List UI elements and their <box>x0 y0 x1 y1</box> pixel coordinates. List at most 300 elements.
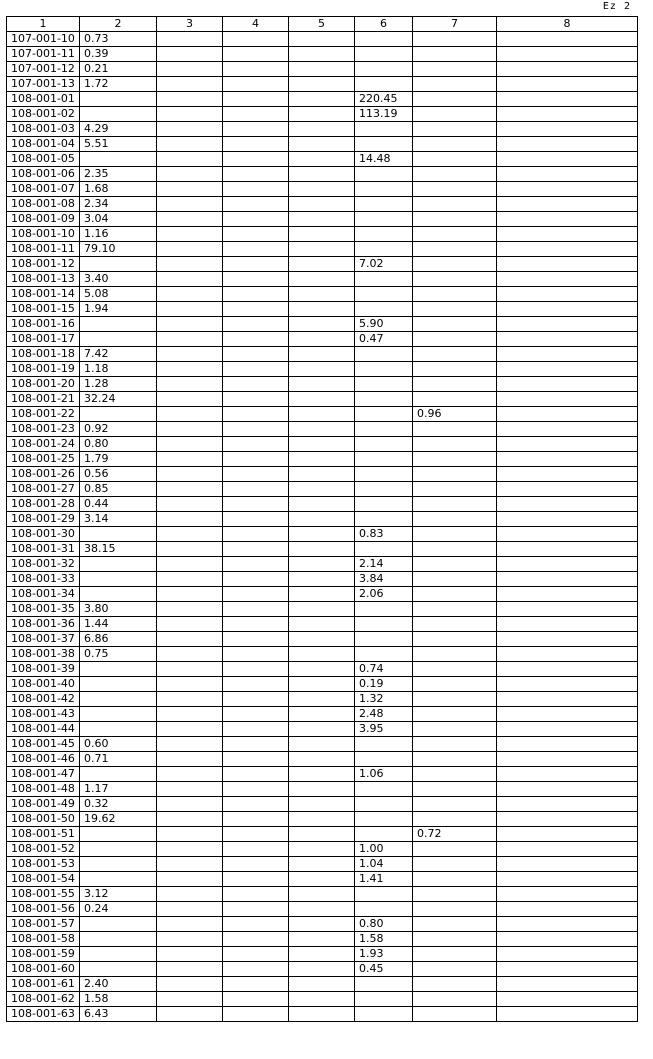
table-cell <box>223 662 289 677</box>
row-id-cell: 108-001-19 <box>7 362 80 377</box>
table-cell <box>497 467 638 482</box>
row-id-cell: 108-001-15 <box>7 302 80 317</box>
table-cell <box>157 107 223 122</box>
table-row <box>7 152 638 167</box>
table-cell <box>355 62 413 77</box>
table-cell: 32.24 <box>80 392 157 407</box>
table-cell <box>223 92 289 107</box>
row-id-cell: 108-001-42 <box>7 692 80 707</box>
table-cell <box>413 77 497 92</box>
table-row <box>7 662 638 677</box>
table-cell <box>80 257 157 272</box>
table-cell <box>157 242 223 257</box>
table-cell <box>413 962 497 977</box>
table-cell <box>289 152 355 167</box>
table-cell <box>355 287 413 302</box>
table-cell <box>223 587 289 602</box>
table-cell <box>355 347 413 362</box>
table-cell <box>223 812 289 827</box>
row-id-cell: 107-001-11 <box>7 47 80 62</box>
table-cell <box>289 47 355 62</box>
table-row <box>7 197 638 212</box>
table-row <box>7 977 638 992</box>
table-cell <box>497 722 638 737</box>
table-cell: 5.08 <box>80 287 157 302</box>
table-cell <box>157 152 223 167</box>
table-cell: 0.92 <box>80 422 157 437</box>
table-cell <box>413 122 497 137</box>
table-cell <box>289 62 355 77</box>
table-cell <box>289 392 355 407</box>
table-cell <box>413 452 497 467</box>
row-id-cell: 108-001-12 <box>7 257 80 272</box>
row-id-cell: 107-001-10 <box>7 32 80 47</box>
table-cell: 38.15 <box>80 542 157 557</box>
table-cell <box>289 212 355 227</box>
table-cell <box>497 947 638 962</box>
table-cell <box>80 857 157 872</box>
table-cell <box>413 857 497 872</box>
table-row <box>7 677 638 692</box>
row-id-cell: 108-001-53 <box>7 857 80 872</box>
table-cell: 0.83 <box>355 527 413 542</box>
table-cell <box>223 842 289 857</box>
table-cell <box>497 152 638 167</box>
table-cell <box>289 302 355 317</box>
table-cell <box>289 197 355 212</box>
table-cell <box>157 92 223 107</box>
row-id-cell: 108-001-56 <box>7 902 80 917</box>
table-cell: 0.71 <box>80 752 157 767</box>
table-cell <box>497 917 638 932</box>
table-cell <box>497 527 638 542</box>
table-cell <box>80 872 157 887</box>
table-cell <box>157 512 223 527</box>
table-row <box>7 482 638 497</box>
table-cell <box>157 62 223 77</box>
row-id-cell: 108-001-28 <box>7 497 80 512</box>
table-cell <box>223 677 289 692</box>
table-cell: 2.35 <box>80 167 157 182</box>
table-cell <box>157 347 223 362</box>
table-cell <box>289 452 355 467</box>
table-cell <box>355 632 413 647</box>
table-cell <box>157 617 223 632</box>
table-cell <box>157 452 223 467</box>
table-cell: 2.34 <box>80 197 157 212</box>
table-cell <box>223 797 289 812</box>
table-cell <box>157 212 223 227</box>
table-row <box>7 62 638 77</box>
table-cell <box>223 287 289 302</box>
table-cell <box>355 272 413 287</box>
row-id-cell: 108-001-59 <box>7 947 80 962</box>
table-cell: 0.47 <box>355 332 413 347</box>
table-cell <box>223 107 289 122</box>
row-id-cell: 108-001-07 <box>7 182 80 197</box>
table-cell <box>413 272 497 287</box>
table-cell <box>157 992 223 1007</box>
table-row <box>7 557 638 572</box>
table-cell <box>157 527 223 542</box>
table-cell <box>497 62 638 77</box>
table-cell <box>355 137 413 152</box>
table-cell: 0.24 <box>80 902 157 917</box>
table-cell: 1.41 <box>355 872 413 887</box>
table-cell <box>289 722 355 737</box>
table-cell <box>289 782 355 797</box>
table-cell <box>497 227 638 242</box>
row-id-cell: 108-001-13 <box>7 272 80 287</box>
table-cell <box>80 662 157 677</box>
table-cell <box>289 467 355 482</box>
table-cell <box>355 827 413 842</box>
table-cell <box>223 857 289 872</box>
table-row <box>7 632 638 647</box>
table-cell <box>157 977 223 992</box>
table-cell <box>497 572 638 587</box>
table-cell <box>157 167 223 182</box>
table-cell <box>223 32 289 47</box>
row-id-cell: 108-001-45 <box>7 737 80 752</box>
row-id-cell: 108-001-02 <box>7 107 80 122</box>
table-cell <box>289 902 355 917</box>
table-row <box>7 947 638 962</box>
row-id-cell: 108-001-33 <box>7 572 80 587</box>
table-cell <box>289 32 355 47</box>
table-cell <box>289 137 355 152</box>
table-cell <box>223 362 289 377</box>
table-cell <box>289 557 355 572</box>
table-cell <box>413 512 497 527</box>
table-cell <box>157 857 223 872</box>
table-cell <box>413 152 497 167</box>
table-cell <box>289 257 355 272</box>
table-cell <box>497 137 638 152</box>
table-cell <box>157 377 223 392</box>
table-cell <box>157 707 223 722</box>
table-cell <box>223 482 289 497</box>
table-cell <box>413 572 497 587</box>
table-row <box>7 47 638 62</box>
table-cell <box>157 467 223 482</box>
table-cell: 1.58 <box>355 932 413 947</box>
table-cell <box>289 827 355 842</box>
table-cell <box>157 32 223 47</box>
table-cell <box>223 167 289 182</box>
table-cell <box>355 617 413 632</box>
row-id-cell: 108-001-23 <box>7 422 80 437</box>
table-cell <box>157 332 223 347</box>
table-cell <box>223 257 289 272</box>
table-cell <box>223 617 289 632</box>
table-cell <box>497 872 638 887</box>
table-cell <box>497 242 638 257</box>
table-cell <box>355 647 413 662</box>
row-id-cell: 108-001-58 <box>7 932 80 947</box>
table-cell <box>497 1007 638 1022</box>
row-id-cell: 108-001-22 <box>7 407 80 422</box>
table-cell <box>157 122 223 137</box>
table-cell: 5.90 <box>355 317 413 332</box>
row-id-cell: 108-001-24 <box>7 437 80 452</box>
table-cell: 0.72 <box>413 827 497 842</box>
table-row <box>7 767 638 782</box>
table-cell <box>80 707 157 722</box>
table-cell <box>223 647 289 662</box>
row-id-cell: 108-001-54 <box>7 872 80 887</box>
table-cell <box>497 827 638 842</box>
row-id-cell: 108-001-29 <box>7 512 80 527</box>
table-cell <box>413 677 497 692</box>
table-cell <box>157 407 223 422</box>
table-cell: 0.19 <box>355 677 413 692</box>
table-cell <box>157 932 223 947</box>
table-cell <box>413 212 497 227</box>
table-cell <box>80 692 157 707</box>
table-row <box>7 572 638 587</box>
table-cell <box>80 722 157 737</box>
table-cell <box>413 632 497 647</box>
table-cell: 0.60 <box>80 737 157 752</box>
table-cell <box>413 662 497 677</box>
table-cell <box>497 302 638 317</box>
table-cell <box>157 962 223 977</box>
table-cell <box>289 662 355 677</box>
table-cell: 0.96 <box>413 407 497 422</box>
table-cell <box>289 917 355 932</box>
table-cell <box>497 107 638 122</box>
table-cell <box>497 962 638 977</box>
table-cell <box>355 482 413 497</box>
table-cell <box>413 932 497 947</box>
table-cell <box>223 122 289 137</box>
table-cell <box>497 422 638 437</box>
table-row <box>7 302 638 317</box>
table-cell <box>157 692 223 707</box>
table-cell <box>157 947 223 962</box>
table-cell: 3.95 <box>355 722 413 737</box>
table-row <box>7 887 638 902</box>
table-cell <box>223 737 289 752</box>
table-cell <box>223 887 289 902</box>
page-label: Ez 2 <box>602 1 631 12</box>
table-row <box>7 992 638 1007</box>
table-cell <box>355 1007 413 1022</box>
table-cell: 2.40 <box>80 977 157 992</box>
table-row <box>7 722 638 737</box>
table-cell <box>413 497 497 512</box>
table-row <box>7 287 638 302</box>
table-row <box>7 617 638 632</box>
table-cell <box>355 167 413 182</box>
row-id-cell: 108-001-10 <box>7 227 80 242</box>
table-cell <box>497 317 638 332</box>
table-cell <box>497 797 638 812</box>
table-cell <box>157 797 223 812</box>
table-cell <box>355 602 413 617</box>
table-row <box>7 797 638 812</box>
table-row <box>7 227 638 242</box>
table-cell <box>289 812 355 827</box>
table-cell <box>413 872 497 887</box>
table-cell <box>289 857 355 872</box>
table-cell <box>157 437 223 452</box>
table-cell <box>355 437 413 452</box>
table-cell <box>223 227 289 242</box>
table-row <box>7 317 638 332</box>
table-cell <box>355 407 413 422</box>
row-id-cell: 108-001-57 <box>7 917 80 932</box>
table-cell: 3.14 <box>80 512 157 527</box>
table-cell <box>289 647 355 662</box>
table-cell <box>289 527 355 542</box>
table-cell <box>289 767 355 782</box>
table-cell <box>289 842 355 857</box>
table-cell <box>497 632 638 647</box>
table-cell <box>223 1007 289 1022</box>
table-cell <box>413 437 497 452</box>
table-cell <box>497 767 638 782</box>
table-cell <box>223 242 289 257</box>
table-cell <box>289 992 355 1007</box>
table-row <box>7 272 638 287</box>
table-cell <box>223 347 289 362</box>
table-row <box>7 332 638 347</box>
table-cell: 1.79 <box>80 452 157 467</box>
table-cell <box>497 482 638 497</box>
table-cell <box>80 92 157 107</box>
row-id-cell: 108-001-18 <box>7 347 80 362</box>
table-cell <box>223 707 289 722</box>
table-cell <box>355 242 413 257</box>
table-cell <box>223 632 289 647</box>
table-cell: 7.42 <box>80 347 157 362</box>
table-cell <box>223 437 289 452</box>
table-cell <box>355 32 413 47</box>
row-id-cell: 108-001-31 <box>7 542 80 557</box>
table-cell <box>413 797 497 812</box>
table-cell <box>223 422 289 437</box>
table-cell: 0.73 <box>80 32 157 47</box>
table-cell <box>157 197 223 212</box>
table-row <box>7 707 638 722</box>
table-cell <box>355 452 413 467</box>
table-cell <box>413 377 497 392</box>
table-row <box>7 212 638 227</box>
table-cell <box>157 497 223 512</box>
table-row <box>7 437 638 452</box>
table-cell <box>223 752 289 767</box>
table-cell <box>289 107 355 122</box>
table-cell <box>413 167 497 182</box>
table-cell <box>223 62 289 77</box>
table-row <box>7 857 638 872</box>
table-cell: 0.39 <box>80 47 157 62</box>
table-cell <box>289 242 355 257</box>
row-id-cell: 108-001-62 <box>7 992 80 1007</box>
column-header-4: 4 <box>223 17 289 32</box>
table-cell <box>80 557 157 572</box>
table-cell <box>223 542 289 557</box>
table-cell <box>157 722 223 737</box>
table-cell <box>497 272 638 287</box>
table-row <box>7 257 638 272</box>
row-id-cell: 108-001-36 <box>7 617 80 632</box>
table-cell <box>289 632 355 647</box>
table-cell: 3.84 <box>355 572 413 587</box>
table-cell <box>497 662 638 677</box>
table-cell <box>355 47 413 62</box>
row-id-cell: 108-001-01 <box>7 92 80 107</box>
table-cell <box>223 992 289 1007</box>
column-header-1: 1 <box>7 17 80 32</box>
row-id-cell: 108-001-48 <box>7 782 80 797</box>
table-row <box>7 902 638 917</box>
table-cell <box>289 422 355 437</box>
table-cell <box>413 707 497 722</box>
table-cell <box>157 782 223 797</box>
table-row <box>7 182 638 197</box>
table-cell <box>289 77 355 92</box>
table-cell <box>223 377 289 392</box>
table-cell <box>413 197 497 212</box>
table-cell <box>223 137 289 152</box>
table-cell <box>157 602 223 617</box>
table-cell <box>355 902 413 917</box>
table-row <box>7 422 638 437</box>
table-cell <box>497 992 638 1007</box>
row-id-cell: 107-001-12 <box>7 62 80 77</box>
table-cell <box>157 827 223 842</box>
table-cell: 0.75 <box>80 647 157 662</box>
table-cell <box>289 887 355 902</box>
row-id-cell: 108-001-06 <box>7 167 80 182</box>
table-row <box>7 92 638 107</box>
table-cell <box>497 647 638 662</box>
table-cell <box>355 362 413 377</box>
table-row <box>7 347 638 362</box>
table-cell <box>497 47 638 62</box>
column-header-7: 7 <box>413 17 497 32</box>
row-id-cell: 108-001-46 <box>7 752 80 767</box>
table-cell <box>157 302 223 317</box>
table-cell <box>223 212 289 227</box>
table-cell <box>355 212 413 227</box>
table-cell: 1.06 <box>355 767 413 782</box>
table-cell <box>223 302 289 317</box>
table-cell <box>223 932 289 947</box>
row-id-cell: 108-001-05 <box>7 152 80 167</box>
table-cell <box>157 257 223 272</box>
table-row <box>7 932 638 947</box>
table-cell: 0.85 <box>80 482 157 497</box>
row-id-cell: 108-001-37 <box>7 632 80 647</box>
row-id-cell: 108-001-34 <box>7 587 80 602</box>
table-cell <box>413 767 497 782</box>
table-cell: 6.86 <box>80 632 157 647</box>
table-cell <box>413 557 497 572</box>
table-row <box>7 527 638 542</box>
table-cell <box>355 992 413 1007</box>
table-cell <box>80 947 157 962</box>
table-cell <box>289 602 355 617</box>
row-id-cell: 108-001-11 <box>7 242 80 257</box>
table-cell <box>157 137 223 152</box>
table-cell <box>413 62 497 77</box>
table-cell <box>223 977 289 992</box>
table-cell <box>289 572 355 587</box>
